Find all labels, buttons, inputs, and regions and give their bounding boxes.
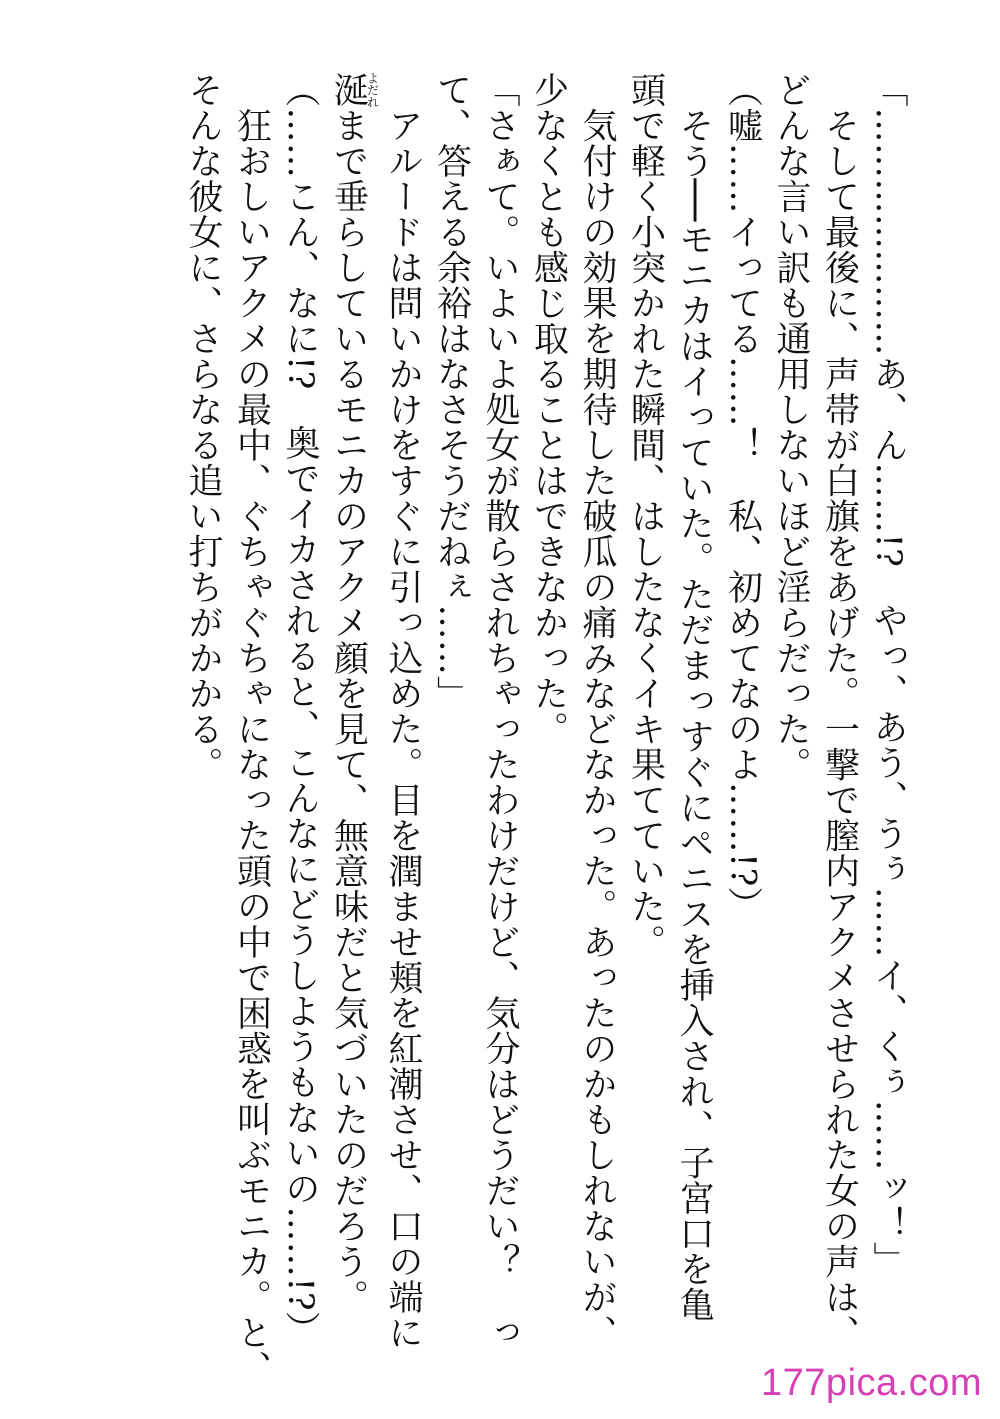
text-line-with-ruby <box>324 72 379 1362</box>
text-line: どんな言い訳も通用しないほど淫らだった。 <box>771 72 811 782</box>
text-line: 頭で軽く小突かれた瞬間、はしたなくイキ果てていた。 <box>625 72 666 960</box>
text-line: そして最後に、声帯が白旗をあげた。一撃で膣内アクメさせられた女の声は、 <box>819 72 860 1350</box>
text-line: 狂おしいアクメの最中、ぐちゃぐちゃになった頭の中で困惑を叫ぶモニカ。と、 <box>231 72 272 1386</box>
text-line: 少なくとも感じ取ることはできなかった。 <box>528 72 569 747</box>
text-line: （嘘……イってる……！ 私、初めてなのよ……!?） <box>722 72 763 923</box>
ruby-line-rest: まで垂らしているモニカのアクメ顔を見て、無意味だと気づいたのだろう。 <box>328 107 369 1315</box>
ruby-base: 涎 <box>328 72 369 108</box>
text-line: （……こん、なに!? 奥でイカされると、こんなにどうしようもないの……!?） <box>280 72 320 1347</box>
vertical-text-body <box>62 72 912 1386</box>
text-line: そう──モニカはイっていた。ただまっすぐにペニスを挿入され、子宮口を亀 <box>674 72 714 1323</box>
text-line: 「…………………あ、ん……!? やっ、あう、うぅ……イ、くぅ……ッ！」 <box>868 72 908 1278</box>
text-line: そんな彼女に、さらなる追い打ちがかかる。 <box>183 72 223 782</box>
ruby-word <box>328 72 380 108</box>
text-line: 気付けの効果を期待した破瓜の痛みなどなかった。あったのかもしれないが、 <box>577 72 617 1350</box>
ruby-reading: よだれ <box>365 72 380 108</box>
site-watermark: 177pica.com <box>761 1362 982 1404</box>
text-line: て、答える余裕はなさそうだねぇ……」 <box>431 72 472 711</box>
text-line: アルードは問いかけをすぐに引っ込めた。目を潤ませ頬を紅潮させ、口の端に <box>383 72 423 1350</box>
text-line: 「さぁて。いよいよ処女が散らされちゃったわけだけど、気分はどうだい？ っ <box>480 72 520 1350</box>
